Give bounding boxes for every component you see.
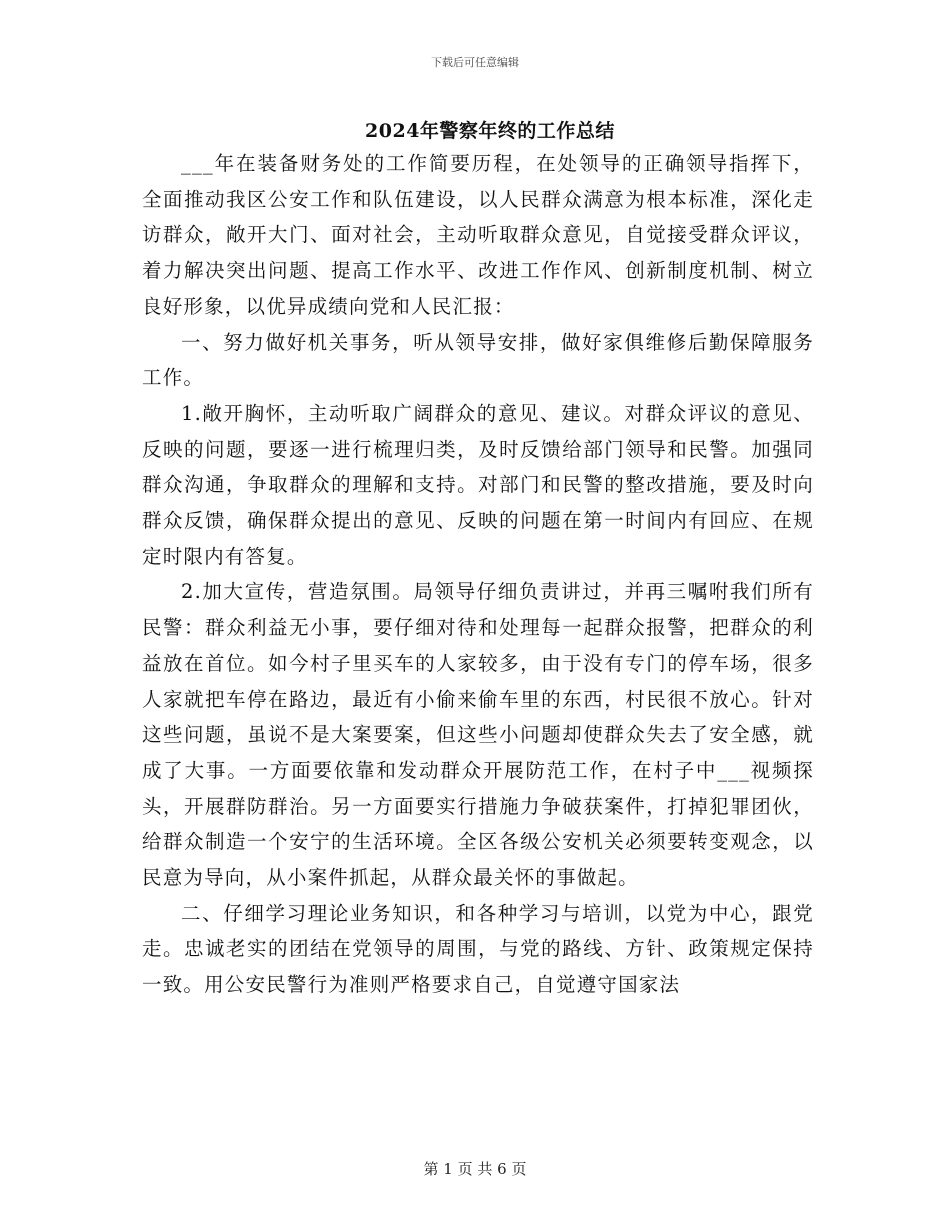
paragraph-intro: ___年在装备财务处的工作简要历程，在处领导的正确领导指挥下，全面推动我区公安工作和队伍建设，以人民群众满意为根本标准，深化走访群众，敞开大门、面对社会，主动听取群众意见，自觉接受群众评议，着力解决突出问题、提高工作水平、改进工作作风、创新制度机制、树立良好形象，以优异成绩向党和人民汇报： xyxy=(142,152,814,318)
paragraph-item-1: 1.敞开胸怀，主动听取广阔群众的意见、建议。对群众评议的意见、反映的问题，要逐一进行梳理归类，及时反馈给部门领导和民警。加强同群众沟通，争取群众的理解和支持。对部门和民警的整改措施，要及时向群众反馈，确保群众提出的意见、反映的问题在第一时间内有回应、在规定时限内有答复。 xyxy=(142,401,814,568)
header-note: 下载后可任意编辑 xyxy=(431,56,519,69)
paragraph-item-2: 2.加大宣传，营造氛围。局领导仔细负责讲过，并再三嘱咐我们所有民警：群众利益无小事，要仔细对待和处理每一起群众报警，把群众的利益放在首位。如今村子里买车的人家较多，由于没有专门的停车场，很多人家就把车停在路边，最近有小偷来偷车里的东西，村民很不放心。针对这些问题，虽说不是大案要案，但这些小问题却使群众失去了安全感，就成了大事。一方面要依靠和发动群众开展防范工作，在村子中___视频探头，开展群防群治。另一方面要实行措施力争破获案件，打掉犯罪团伙，给群众制造一个安宁的生活环境。全区各级公安机关必须要转变观念，以民意为导向，从小案件抓起，从群众最关怀的事做起。 xyxy=(142,580,814,890)
paragraph-section-2: 二、仔细学习理论业务知识，和各种学习与培训，以党为中心，跟党走。忠诚老实的团结在党领导的周围，与党的路线、方针、政策规定保持一致。用公安民警行为准则严格要求自己，自觉遵守国家法 xyxy=(142,901,814,997)
document-title: 2024年警察年终的工作总结 xyxy=(365,120,615,142)
page-number: 第 1 页 共 6 页 xyxy=(423,1160,527,1178)
document-body xyxy=(142,146,814,1003)
paragraph-section-1-heading: 一、努力做好机关事务，听从领导安排，做好家俱维修后勤保障服务工作。 xyxy=(142,330,814,390)
